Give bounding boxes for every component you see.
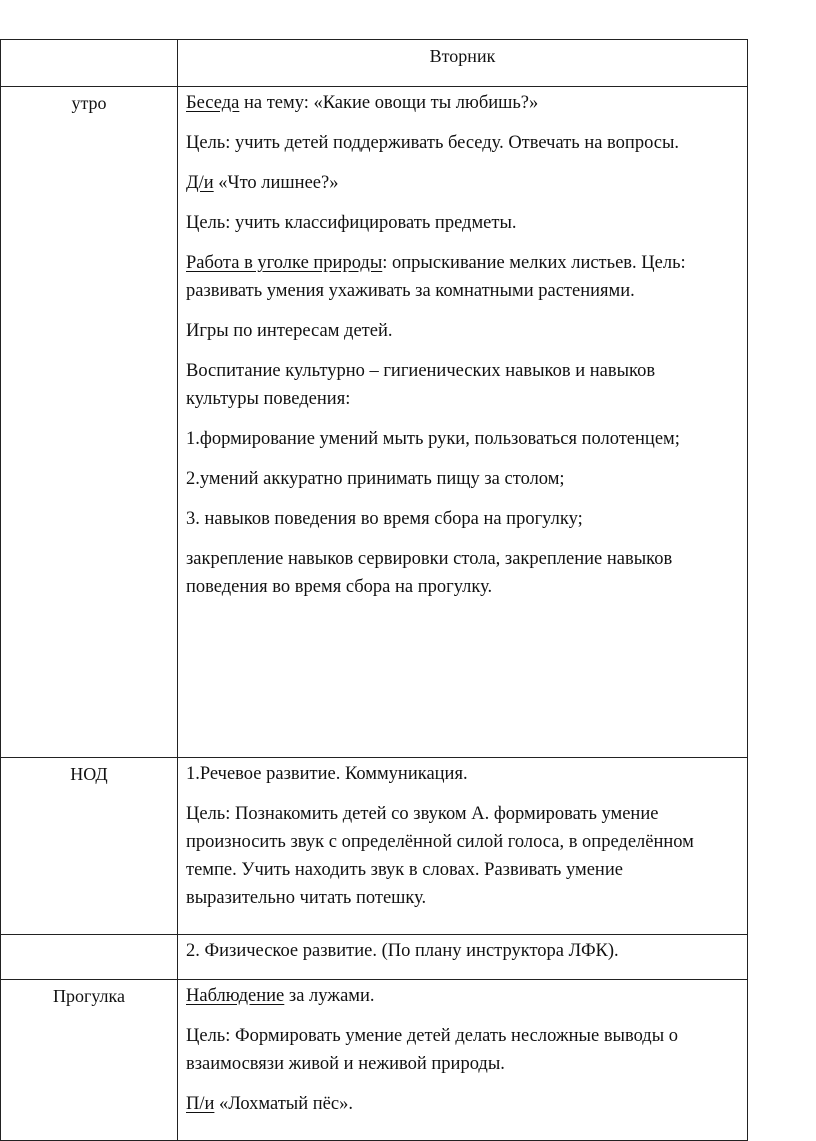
content-paragraph xyxy=(186,1022,729,1078)
paragraph-text: Цель: учить классифицировать предметы. xyxy=(186,213,517,233)
row-label: Прогулка xyxy=(1,980,178,1141)
paragraph-text: Цель: Познакомить детей со звуком А. формировать умение произносить звук с определённой силой голоса, в определённом темпе. Учить находить звук в словах. Развивать умение выразительно читать потешку. xyxy=(186,804,694,908)
content-paragraph xyxy=(186,357,729,413)
paragraph-text: 1.формирование умений мыть руки, пользоваться полотенцем; xyxy=(186,429,680,449)
content-paragraph xyxy=(186,760,729,788)
paragraph-text: 2.умений аккуратно принимать пищу за столом; xyxy=(186,469,565,489)
row-physical xyxy=(1,935,748,980)
paragraph-text: «Что лишнее?» xyxy=(213,173,339,193)
content-paragraph xyxy=(186,169,729,197)
content-paragraph xyxy=(186,129,729,157)
header-corner-cell xyxy=(1,40,178,87)
row-content xyxy=(178,758,748,935)
underlined-heading: Работа в уголке природы xyxy=(186,253,383,273)
underlined-heading: П/и xyxy=(186,1094,215,1114)
paragraph-text: «Лохматый пёс». xyxy=(214,1094,353,1114)
paragraph-text: Игры по интересам детей. xyxy=(186,321,393,341)
paragraph-text: Цель: учить детей поддерживать беседу. Отвечать на вопросы. xyxy=(186,133,680,153)
row-content xyxy=(178,980,748,1141)
content-paragraph xyxy=(186,425,729,453)
content-paragraph xyxy=(186,800,729,912)
paragraph-text: за лужами. xyxy=(284,986,375,1006)
paragraph-text: Воспитание культурно – гигиенических навыков и навыков культуры поведения: xyxy=(186,361,656,409)
paragraph-text: 2. Физическое развитие. (По плану инструктора ЛФК). xyxy=(186,941,619,961)
content-paragraph xyxy=(186,249,729,305)
underlined-heading: Д/и xyxy=(186,173,214,193)
row-nod xyxy=(1,758,748,935)
day-title: Вторник xyxy=(178,40,748,87)
row-label: утро xyxy=(1,87,178,758)
content-paragraph xyxy=(186,505,729,533)
paragraph-text: Цель: Формировать умение детей делать несложные выводы о взаимосвязи живой и неживой природы. xyxy=(186,1026,679,1074)
paragraph-text: 1.Речевое развитие. Коммуникация. xyxy=(186,764,468,784)
underlined-heading: Наблюдение xyxy=(186,986,285,1006)
content-paragraph xyxy=(186,209,729,237)
paragraph-text: на тему: «Какие овощи ты любишь?» xyxy=(239,93,539,113)
content-paragraph xyxy=(186,317,729,345)
row-label xyxy=(1,935,178,980)
underlined-heading: Беседа xyxy=(186,93,240,113)
header-row xyxy=(1,40,748,87)
row-content xyxy=(178,935,748,980)
content-paragraph xyxy=(186,89,729,117)
row-label: НОД xyxy=(1,758,178,935)
content-paragraph xyxy=(186,465,729,493)
paragraph-text: закрепление навыков сервировки стола, закрепление навыков поведения во время сбора на прогулку. xyxy=(186,549,673,597)
row-walk xyxy=(1,980,748,1141)
schedule-table xyxy=(0,39,748,1141)
content-paragraph xyxy=(186,982,729,1010)
content-paragraph xyxy=(186,937,729,965)
row-morning xyxy=(1,87,748,758)
content-paragraph xyxy=(186,1090,729,1118)
content-paragraph xyxy=(186,545,729,601)
row-content xyxy=(178,87,748,758)
paragraph-text: 3. навыков поведения во время сбора на прогулку; xyxy=(186,509,583,529)
paragraph-text: : опрыскивание мелких листьев. Цель: развивать умения ухаживать за комнатными растениями. xyxy=(186,253,686,301)
